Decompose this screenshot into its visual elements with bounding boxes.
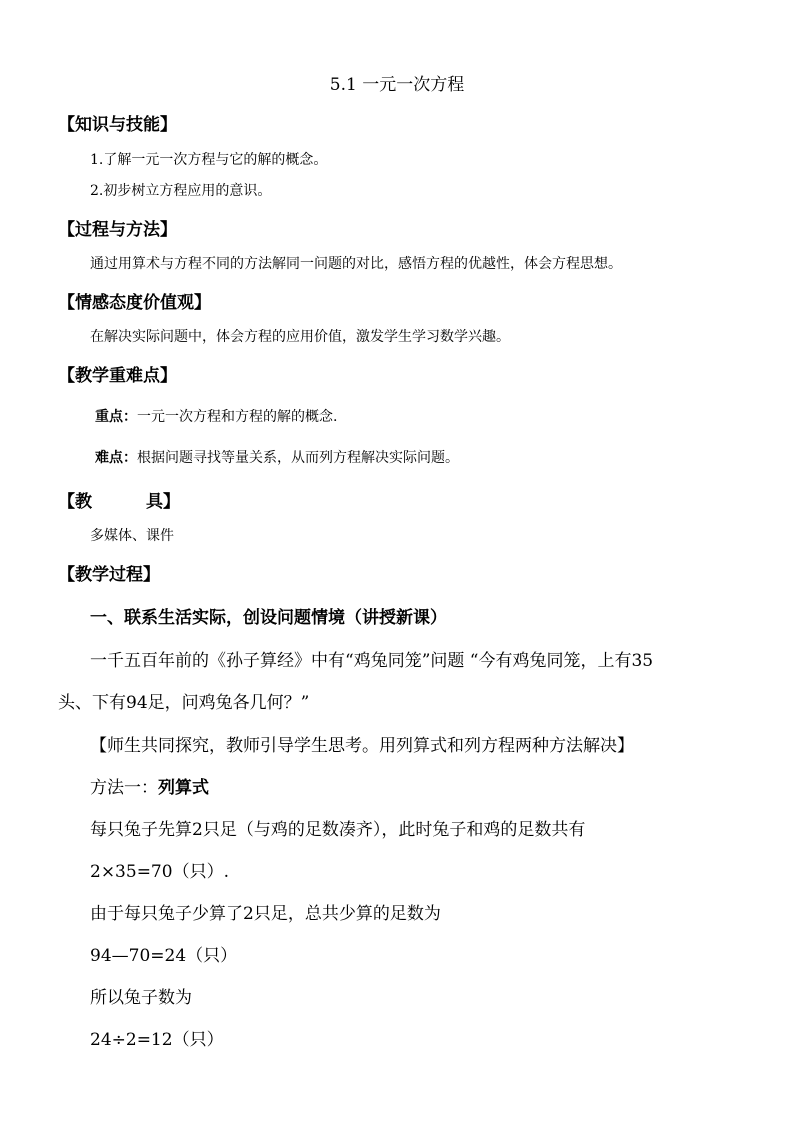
key-point-text: 一元一次方程和方程的解的概念.: [137, 409, 338, 425]
method-name: 列算式: [158, 778, 209, 798]
difficult-point-text: 根据问题寻找等量关系，从而列方程解决实际问题。: [137, 450, 459, 466]
calc-3: 24÷2=12（只）: [90, 1030, 224, 1050]
calc-2: 94—70=24（只）: [90, 946, 238, 966]
key-point-label: 重点：: [95, 409, 137, 425]
difficult-point-line: [95, 447, 459, 467]
problem-line-2: 头、下有94足，问鸡兔各几何？”: [58, 693, 310, 713]
difficult-point-label: 难点：: [95, 450, 137, 466]
instruction-note: 【师生共同探究，教师引导学生思考。用列算式和列方程两种方法解决】: [90, 736, 634, 756]
procedure-subheading: 一、联系生活实际，创设问题情境（讲授新课）: [90, 608, 447, 628]
heading-knowledge-skills: 【知识与技能】: [58, 115, 177, 135]
method-prefix: 方法一：: [90, 778, 158, 798]
heading-key-difficult: 【教学重难点】: [58, 366, 177, 386]
tools-heading-left: 【教: [58, 492, 92, 512]
tools-heading-right: 具】: [146, 492, 180, 512]
step-3-text: 所以兔子数为: [90, 988, 192, 1008]
calc-1: 2×35=70（只）.: [90, 862, 229, 882]
heading-teaching-tools: [58, 487, 180, 512]
key-point-line: [95, 406, 337, 426]
step-1-text: 每只兔子先算2只足（与鸡的足数凑齐），此时兔子和鸡的足数共有: [90, 820, 586, 840]
heading-emotion-values: 【情感态度价值观】: [58, 293, 211, 313]
step-2-text: 由于每只兔子少算了2只足，总共少算的足数为: [90, 904, 441, 924]
emotion-text: 在解决实际问题中，体会方程的应用价值，激发学生学习数学兴趣。: [90, 329, 510, 345]
problem-line-1: 一千五百年前的《孙子算经》中有“鸡兔同笼”问题 “今有鸡兔同笼，上有35: [90, 651, 654, 671]
knowledge-item-1: 1.了解一元一次方程与它的解的概念。: [90, 152, 328, 168]
heading-teaching-process: 【教学过程】: [58, 565, 160, 585]
knowledge-item-2: 2.初步树立方程应用的意识。: [90, 183, 272, 199]
page-title: 5.1 一元一次方程: [329, 75, 465, 95]
process-text: 通过用算术与方程不同的方法解同一问题的对比，感悟方程的优越性，体会方程思想。: [90, 256, 622, 272]
method-one-line: [90, 773, 209, 798]
tools-text: 多媒体、课件: [90, 528, 174, 544]
heading-process-methods: 【过程与方法】: [58, 220, 177, 240]
